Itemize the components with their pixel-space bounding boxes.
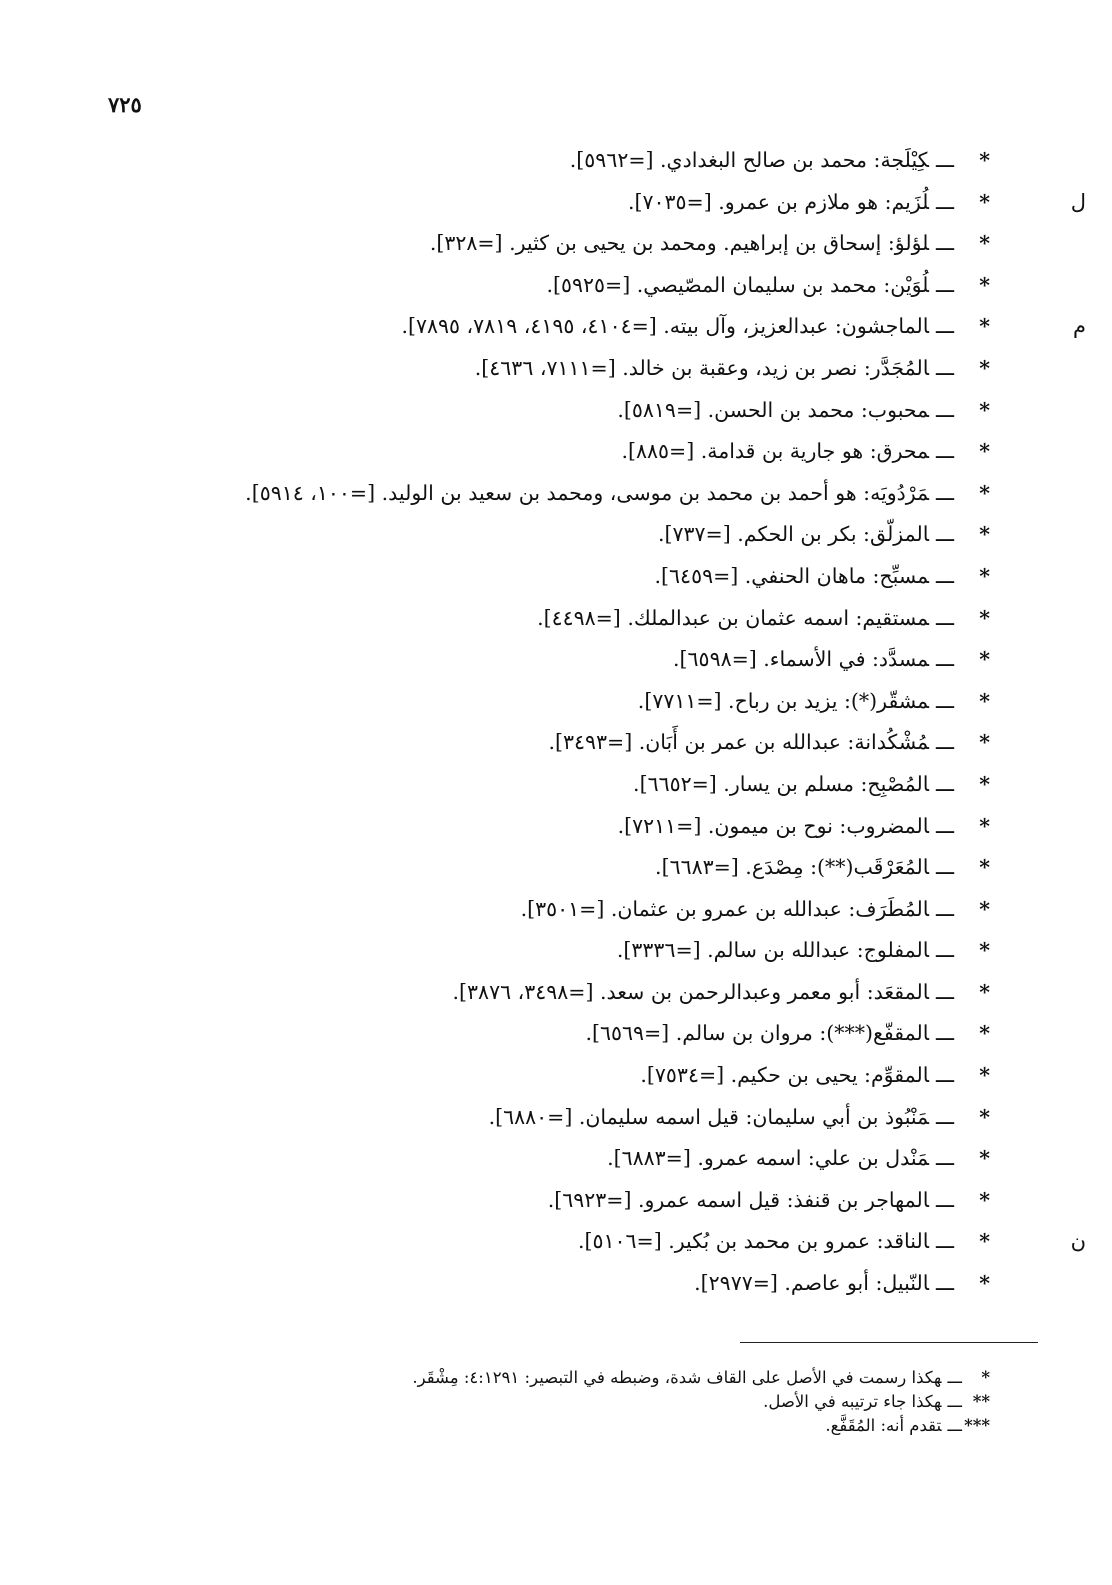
entry-dash: ـــ	[935, 896, 954, 921]
list-item	[70, 930, 990, 972]
entry-text: محرق: هو جارية بن قدامة. [=٨٨٥].	[621, 439, 929, 464]
list-item	[70, 473, 990, 515]
entry-dash: ـــ	[935, 272, 954, 297]
entry-dash: ـــ	[935, 1271, 954, 1296]
entry-marker: *	[979, 1104, 990, 1129]
entry-marker: *	[979, 1187, 990, 1212]
entry-marker: *	[979, 938, 990, 963]
entry-dash: ـــ	[935, 688, 954, 713]
list-item	[70, 390, 990, 432]
entry-marker: *	[979, 813, 990, 838]
entry-text: المضروب: نوح بن ميمون. [=٧٢١١].	[617, 813, 929, 838]
entry-dash: ـــ	[935, 480, 954, 505]
entry-marker: *	[979, 1229, 990, 1254]
entry-marker: *	[979, 688, 990, 713]
entry-dash: ـــ	[935, 647, 954, 672]
list-item	[70, 1263, 990, 1305]
page-number: ٧٢٥	[108, 92, 142, 117]
entry-marker: *	[979, 314, 990, 339]
list-item	[70, 1013, 990, 1055]
list-item	[70, 514, 990, 556]
entry-dash: ـــ	[935, 979, 954, 1004]
list-item	[70, 598, 990, 640]
list-item	[70, 348, 990, 390]
section-letter: ل	[1070, 189, 1086, 214]
entry-dash: ـــ	[935, 355, 954, 380]
entry-text: لؤلؤ: إسحاق بن إبراهيم. ومحمد بن يحيى بن كثير. [=٣٢٨].	[429, 231, 929, 256]
entry-marker: *	[979, 439, 990, 464]
entry-text: مَرْدُويَه: هو أحمد بن محمد بن موسى، ومحمد بن سعيد بن الوليد. [=١٠٠، ٥٩١٤].	[245, 480, 929, 505]
entry-dash: ـــ	[935, 855, 954, 880]
entry-marker: *	[979, 563, 990, 588]
entry-text: لُزَيم: هو ملازم بن عمرو. [=٧٠٣٥].	[627, 189, 929, 214]
entry-dash: ـــ	[935, 1063, 954, 1088]
entry-marker: *	[979, 522, 990, 547]
entry-dash: ـــ	[935, 938, 954, 963]
entry-text: الماجشون: عبدالعزيز، وآل بيته. [=٤١٠٤، ٤١٩٥، ٧٨١٩، ٧٨٩٥].	[401, 314, 929, 339]
list-item	[70, 681, 990, 723]
entry-dash: ـــ	[935, 563, 954, 588]
entry-text: المقوِّم: يحيى بن حكيم. [=٧٥٣٤].	[640, 1063, 929, 1088]
list-item	[70, 1097, 990, 1139]
list-item	[70, 223, 990, 265]
section-letter: م	[1072, 314, 1086, 339]
list-item	[70, 182, 1086, 224]
entry-dash: ـــ	[935, 730, 954, 755]
entry-dash: ـــ	[935, 231, 954, 256]
entry-dash: ـــ	[935, 1146, 954, 1171]
footnote	[70, 1390, 990, 1414]
footnote-text: هكذا جاء ترتيبه في الأصل.	[763, 1392, 942, 1411]
list-item	[70, 140, 990, 182]
entry-marker: *	[979, 605, 990, 630]
list-item	[70, 431, 990, 473]
entry-text: مشقّر(*): يزيد بن رباح. [=٧٧١١].	[637, 688, 929, 713]
entry-marker: *	[979, 979, 990, 1004]
list-item	[70, 1138, 990, 1180]
footnote-divider	[740, 1342, 1038, 1343]
list-item	[70, 806, 990, 848]
list-item	[70, 1180, 990, 1222]
footnote	[70, 1414, 990, 1438]
entry-text: مَنْدل بن علي: اسمه عمرو. [=٦٨٨٣].	[607, 1146, 929, 1171]
entry-text: محبوب: محمد بن الحسن. [=٥٨١٩].	[617, 397, 929, 422]
entry-marker: *	[979, 647, 990, 672]
entry-text: المقفّع(***): مروان بن سالم. [=٦٥٦٩].	[585, 1021, 929, 1046]
entry-text: كِيْلَجة: محمد بن صالح البغدادي. [=٥٩٦٢].	[569, 148, 929, 172]
entry-marker: *	[979, 730, 990, 755]
entry-text: لُوَيْن: محمد بن سليمان المصّيصي. [=٥٩٢٥].	[546, 272, 929, 297]
list-item	[70, 306, 1086, 348]
entry-text: المهاجر بن قنفذ: قيل اسمه عمرو. [=٦٩٢٣].	[547, 1187, 929, 1212]
list-item	[70, 556, 990, 598]
entry-dash: ـــ	[935, 522, 954, 547]
entry-text: مسبِّح: ماهان الحنفي. [=٦٤٥٩].	[654, 563, 929, 588]
entry-text: المُجَدَّر: نصر بن زيد، وعقبة بن خالد. [=٧١١١، ٤٦٣٦].	[474, 355, 929, 380]
footnote-dash: ـــ	[947, 1416, 962, 1435]
entry-marker: *	[979, 355, 990, 380]
entry-dash: ـــ	[935, 1104, 954, 1129]
list-item	[70, 265, 990, 307]
entry-marker: *	[979, 480, 990, 505]
entry-text: المُصْبِح: مسلم بن يسار. [=٦٦٥٢].	[633, 771, 929, 796]
list-item	[70, 889, 990, 931]
entry-dash: ـــ	[935, 1229, 954, 1254]
list-item	[70, 1055, 990, 1097]
entry-text: مُشْكُدانة: عبدالله بن عمر بن أَبَان. [=٣٤٩٣].	[548, 730, 929, 755]
entry-marker: *	[979, 1063, 990, 1088]
entry-dash: ـــ	[935, 439, 954, 464]
entry-marker: *	[979, 231, 990, 256]
entry-dash: ـــ	[935, 314, 954, 339]
entry-marker: *	[979, 1146, 990, 1171]
entry-dash: ـــ	[935, 605, 954, 630]
list-item	[70, 847, 990, 889]
entry-text: الناقد: عمرو بن محمد بن بُكير. [=٥١٠٦].	[577, 1229, 929, 1254]
entry-text: المزلّق: بكر بن الحكم. [=٧٣٧].	[657, 522, 929, 547]
footnote-text: تقدم أنه: المُقَفَّع.	[825, 1416, 942, 1435]
footnote-marker: ***	[964, 1416, 990, 1435]
entry-marker: *	[979, 148, 990, 172]
entry-text: المُعَرْقَب(**): مِصْدَع. [=٦٦٨٣].	[655, 855, 929, 880]
entry-dash: ـــ	[935, 1021, 954, 1046]
footnote-marker: **	[972, 1392, 990, 1411]
entry-dash: ـــ	[935, 397, 954, 422]
list-item	[70, 639, 990, 681]
entry-text: المفلوج: عبدالله بن سالم. [=٣٣٣٦].	[616, 938, 929, 963]
entry-text: مسدَّد: في الأسماء. [=٦٥٩٨].	[673, 647, 929, 672]
entry-marker: *	[979, 1021, 990, 1046]
entry-dash: ـــ	[935, 148, 954, 172]
entry-text: مستقيم: اسمه عثمان بن عبدالملك. [=٤٤٩٨].	[537, 605, 929, 630]
footnote-dash: ـــ	[947, 1368, 962, 1387]
entry-marker: *	[979, 896, 990, 921]
entry-marker: *	[979, 189, 990, 214]
entry-dash: ـــ	[935, 771, 954, 796]
entry-marker: *	[979, 272, 990, 297]
entry-marker: *	[979, 855, 990, 880]
footnote-text: هكذا رسمت في الأصل على القاف شدة، وضبطه في التبصير: ٤:١٢٩١: مِشْقَر.	[412, 1368, 942, 1387]
entry-marker: *	[979, 397, 990, 422]
footnote	[70, 1366, 990, 1390]
entry-marker: *	[979, 771, 990, 796]
footnote-list	[70, 1366, 990, 1438]
entry-marker: *	[979, 1271, 990, 1296]
entry-dash: ـــ	[935, 813, 954, 838]
section-letter: ن	[1070, 1229, 1086, 1254]
entry-text: مَنْبُوذ بن أبي سليمان: قيل اسمه سليمان. [=٦٨٨٠].	[488, 1104, 929, 1129]
entry-list	[70, 140, 1086, 1305]
entry-text: المُطَرَف: عبدالله بن عمرو بن عثمان. [=٣٥٠١].	[520, 896, 929, 921]
list-item	[70, 764, 990, 806]
entry-dash: ـــ	[935, 189, 954, 214]
list-item	[70, 722, 990, 764]
footnote-dash: ـــ	[947, 1392, 962, 1411]
entry-text: المقعَد: أبو معمر وعبدالرحمن بن سعد. [=٣٤٩٨، ٣٨٧٦].	[452, 979, 929, 1004]
list-item	[70, 1221, 1086, 1263]
list-item	[70, 972, 990, 1014]
entry-dash: ـــ	[935, 1187, 954, 1212]
entry-text: النّبيل: أبو عاصم. [=٢٩٧٧].	[694, 1271, 929, 1296]
footnote-marker: *	[981, 1368, 990, 1387]
